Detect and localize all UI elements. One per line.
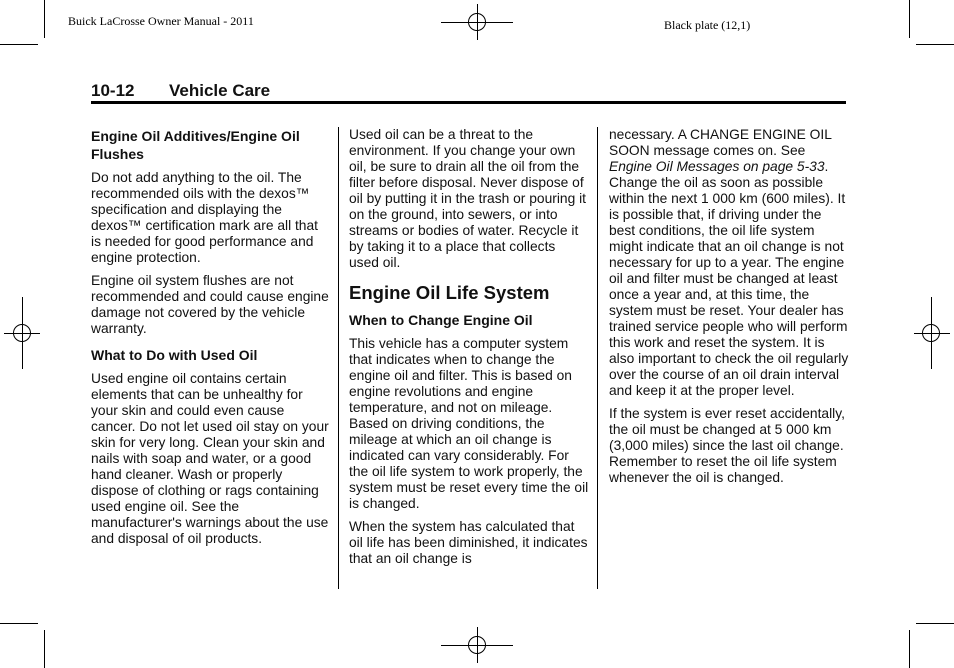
column-divider-1 xyxy=(338,127,339,589)
crop-mark-bl-v xyxy=(44,630,45,668)
crop-mark-tl-v xyxy=(44,0,45,38)
paragraph-used-oil-environment: Used oil can be a threat to the environment. If you change your own oil, be sure to drain all the oil from the filter before disposal. Never dispose of oil by putting it in the trash or pouring it on the ground, into sewers, or into streams or bodies of water. Recycle it by taking it to a place that collects used oil. xyxy=(349,127,586,270)
paragraph-computer-system: This vehicle has a computer system that indicates when to change the engine oil and filter. This is based on engine revolutions and engine temperature, and not on mileage. Based on driving conditions, the mileage at which an oil change is indicated can vary considerably. For the oil life system to work properly, the system must be reset every time the oil is changed. xyxy=(349,336,589,511)
column-3 xyxy=(609,127,851,493)
paragraph-accidental-reset: If the system is ever reset accidentally, the oil must be changed at 5 000 km (3,000 miles) since the last oil change. Remember to reset the oil life system whenever the oil is changed. xyxy=(609,406,845,485)
column-1 xyxy=(91,127,331,554)
title-oil-life-system: Engine Oil Life System xyxy=(349,282,550,303)
cross-reference-link[interactable]: Engine Oil Messages on page 5-33 xyxy=(609,159,825,174)
paragraph-change-message xyxy=(609,127,851,399)
crop-mark-tr-v xyxy=(909,0,910,38)
heading-oil-additives: Engine Oil Additives/Engine Oil Flushes xyxy=(91,128,300,162)
section-header xyxy=(91,81,270,101)
paragraph-flushes: Engine oil system flushes are not recommended and could cause engine damage not covered by the vehicle warranty. xyxy=(91,273,329,336)
page-number: 10-12 xyxy=(91,81,135,100)
crop-mark-br-v xyxy=(909,630,910,668)
column-divider-2 xyxy=(597,127,598,589)
column-2 xyxy=(349,127,589,574)
paragraph-additives: Do not add anything to the oil. The recommended oils with the dexos™ specification and displaying the dexos™ certification mark are all that is needed for good performance and engine protection. xyxy=(91,170,318,265)
slug-plate-info: Black plate (12,1) xyxy=(664,18,751,32)
slug-manual-title: Buick LaCrosse Owner Manual - 2011 xyxy=(68,14,254,28)
crop-mark-tl-h xyxy=(0,44,38,45)
paragraph-oil-life-diminished: When the system has calculated that oil life has been diminished, it indicates that an oil change is xyxy=(349,519,588,566)
paragraph-change-message-b: . Change the oil as soon as possible within the next 1 000 km (600 miles). It is possible that, if driving under the best conditions, the oil life system might indicate that an oil change is not necessary for up to a year. The engine oil and filter must be changed at least once a year and, at this time, the system must be reset. Your dealer has trained service people who will perform this work and reset the system. It is also important to check the oil regularly over the course of an oil drain interval and keep it at the proper level. xyxy=(609,159,849,398)
paragraph-used-oil-health: Used engine oil contains certain elements that can be unhealthy for your skin and could even cause cancer. Do not let used oil stay on your skin for very long. Clean your skin and nails with soap and water, or a good hand cleaner. Wash or properly dispose of clothing or rags containing used engine oil. See the manufacturer's warnings about the use and disposal of oil products. xyxy=(91,371,329,546)
crop-mark-tr-h xyxy=(916,44,954,45)
section-title: Vehicle Care xyxy=(169,81,271,100)
heading-when-to-change: When to Change Engine Oil xyxy=(349,312,533,328)
crop-mark-bl-h xyxy=(0,623,38,624)
header-rule xyxy=(91,101,846,104)
crop-mark-br-h xyxy=(916,623,954,624)
heading-used-oil: What to Do with Used Oil xyxy=(91,347,258,363)
paragraph-change-message-a: necessary. A CHANGE ENGINE OIL SOON message comes on. See xyxy=(609,127,832,158)
